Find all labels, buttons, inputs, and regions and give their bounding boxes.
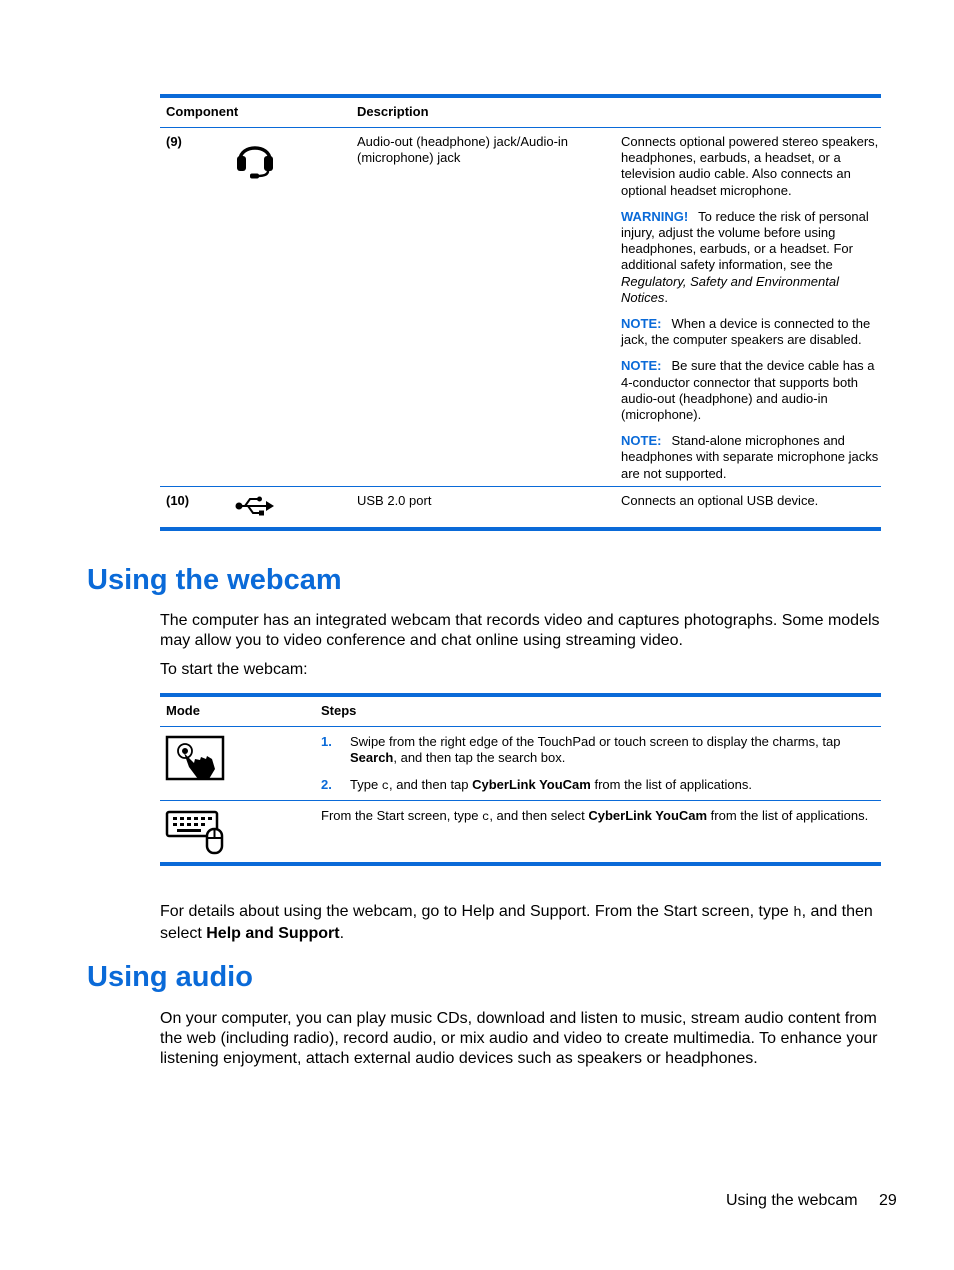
keyboard-mouse-icon	[165, 809, 229, 855]
step-number: 1.	[321, 734, 332, 749]
page-number: 29	[879, 1192, 897, 1209]
text-part: For details about using the webcam, go to Help and Support. From the Start screen, type	[160, 903, 794, 920]
step-text-part: , and then tap	[389, 777, 473, 793]
row-number: (9)	[166, 134, 182, 149]
component-description	[621, 134, 879, 492]
start-webcam-label: To start the webcam:	[160, 661, 308, 678]
audio-body: On your computer, you can play music CDs, download and listen to music, stream audio content from the web (including radio), record audio, or mix audio and video to create multimedia. To enhance your listening enjoyment, attach external audio devices such as speakers or headphones.	[160, 1010, 878, 1067]
header-component: Component	[166, 104, 239, 119]
typed-key: h	[793, 905, 802, 921]
table-header-rule	[160, 127, 881, 128]
table-bottom-rule	[160, 527, 881, 531]
step-text	[350, 777, 752, 794]
note-label: NOTE:	[621, 433, 662, 449]
note-label: NOTE:	[621, 316, 662, 332]
table-header-rule	[160, 726, 881, 727]
component-description: Connects an optional USB device.	[621, 493, 819, 508]
component-name	[357, 134, 607, 166]
webcam-details	[160, 902, 884, 944]
section-heading-webcam: Using the webcam	[87, 564, 342, 596]
note-text: When a device is connected to the jack, the computer speakers are disabled.	[621, 316, 871, 348]
typed-key: c	[381, 779, 389, 794]
step-text	[350, 734, 876, 766]
table-row-rule	[160, 486, 881, 487]
step-text-part: From the Start screen, type	[321, 808, 483, 823]
list-item	[321, 777, 876, 794]
app-name: CyberLink YouCam	[588, 808, 708, 823]
component-name: USB 2.0 port	[357, 493, 432, 508]
component-name-line: Audio-out (headphone) jack/Audio-in	[357, 134, 569, 149]
component-name-line: (microphone) jack	[357, 150, 461, 166]
row-number: (10)	[166, 493, 190, 508]
warning-label: WARNING!	[621, 208, 689, 224]
note-block	[621, 316, 879, 348]
step-number: 2.	[321, 777, 332, 793]
note-label: NOTE:	[621, 358, 662, 374]
step-text-part: , and then tap the search box.	[393, 750, 566, 766]
step-text-part: from the list of applications.	[590, 777, 752, 793]
touch-steps	[321, 734, 876, 795]
usb-icon	[234, 494, 276, 518]
list-item	[321, 734, 876, 766]
table-top-rule	[160, 94, 881, 98]
help-and-support-name: Help and Support	[206, 924, 340, 942]
app-name: CyberLink YouCam	[472, 777, 591, 793]
table-bottom-rule	[160, 862, 881, 866]
section-heading-audio: Using audio	[87, 961, 253, 993]
step-text-part: Type	[350, 777, 382, 793]
header-description: Description	[357, 104, 429, 119]
warning-text: To reduce the risk of personal injury, adjust the volume before using headphones, earbuds, or a headset. For additional safety information, see the	[621, 208, 869, 273]
touch-screen-icon	[165, 735, 227, 785]
note-block	[621, 433, 879, 482]
footer-section-title: Using the webcam	[726, 1192, 858, 1209]
step-text-part: , and then select	[489, 808, 589, 823]
description-text: Connects optional powered stereo speakers, headphones, earbuds, a headset, or a television audio cable. Also connects an optional headset microphone.	[621, 134, 879, 198]
warning-block	[621, 209, 879, 306]
step-text-part: from the list of applications.	[707, 808, 869, 823]
table-row-rule	[160, 800, 881, 801]
webcam-intro: The computer has an integrated webcam that records video and captures photographs. Some models may allow you to video conference and chat online using streaming video.	[160, 612, 880, 649]
search-charm-name: Search	[350, 750, 394, 766]
keyboard-step	[321, 808, 876, 825]
headset-icon	[233, 134, 277, 180]
table-top-rule	[160, 693, 881, 697]
text-part: .	[339, 924, 345, 942]
typed-key: c	[482, 810, 490, 824]
note-block	[621, 358, 879, 423]
header-steps: Steps	[321, 703, 357, 718]
note-text: Be sure that the device cable has a 4-conductor connector that supports both audio-out (headphone) and audio-in (microphone).	[621, 358, 875, 423]
step-text-part: Swipe from the right edge of the TouchPad or touch screen to display the charms, tap	[350, 734, 841, 749]
text-part: , and then select	[160, 903, 873, 942]
header-mode: Mode	[166, 703, 200, 718]
regulatory-doc-title: Regulatory, Safety and Environmental Notices	[621, 273, 839, 305]
note-text: Stand-alone microphones and headphones with separate microphone jacks are not supported.	[621, 433, 879, 481]
warning-end: .	[664, 289, 668, 305]
